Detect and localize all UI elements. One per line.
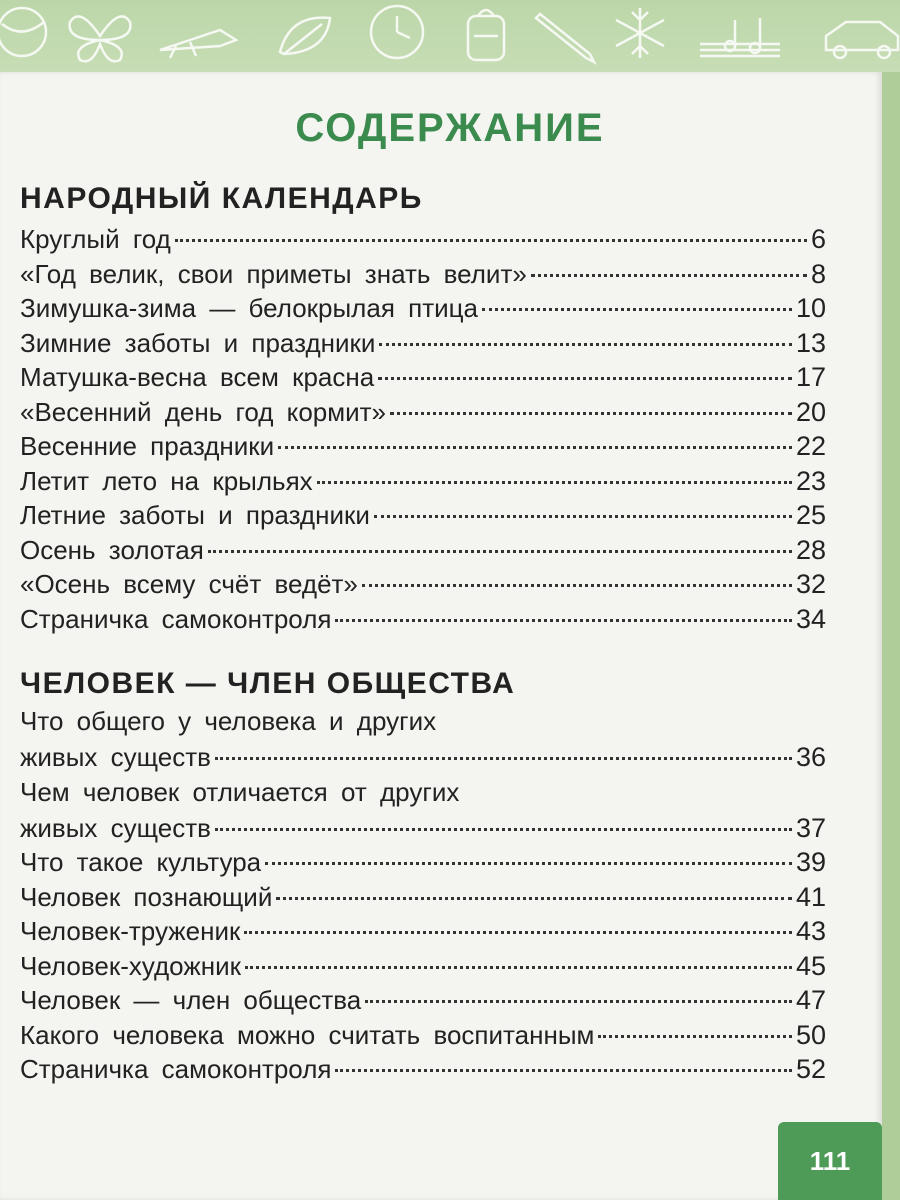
decorative-side-band bbox=[880, 72, 900, 1200]
entry-title: Летние заботы и праздники bbox=[20, 500, 370, 530]
toc-entry[interactable] bbox=[20, 328, 826, 363]
section-heading-human-society: ЧЕЛОВЕК — ЧЛЕН ОБЩЕСТВА bbox=[20, 667, 516, 700]
entry-title: Человек — член общества bbox=[20, 985, 362, 1015]
dot-leader bbox=[215, 828, 792, 831]
dot-leader bbox=[335, 619, 792, 622]
entry-title: Человек-труженик bbox=[20, 916, 241, 946]
ball-icon bbox=[0, 8, 46, 56]
entry-page: 50 bbox=[795, 1019, 826, 1050]
dot-leader bbox=[208, 550, 792, 553]
entry-title: Страничка самоконтроля bbox=[20, 603, 332, 634]
dot-leader bbox=[265, 862, 792, 865]
dot-leader bbox=[365, 1000, 792, 1003]
page-title: СОДЕРЖАНИЕ bbox=[295, 106, 605, 150]
leaf-icon bbox=[280, 18, 330, 54]
entry-title: живых существ bbox=[20, 742, 211, 772]
dot-leader bbox=[390, 412, 792, 415]
toc-entry[interactable] bbox=[20, 985, 826, 1020]
entry-page: 6 bbox=[810, 224, 826, 254]
dot-leader bbox=[245, 966, 792, 969]
entry-title: Страничка самоконтроля bbox=[20, 1054, 332, 1084]
entry-page: 10 bbox=[795, 293, 826, 323]
entry-page: 36 bbox=[795, 742, 826, 772]
entry-title: Осень золотая bbox=[20, 534, 204, 565]
butterfly-icon bbox=[70, 16, 131, 61]
dot-leader bbox=[531, 274, 807, 277]
entry-title: Матушка-весна всем красна bbox=[20, 362, 375, 392]
entry-title: Весенние праздники bbox=[20, 431, 275, 461]
dot-leader bbox=[374, 515, 792, 518]
entry-page: 17 bbox=[795, 362, 826, 392]
entry-page: 23 bbox=[795, 465, 826, 496]
dot-leader bbox=[317, 481, 792, 484]
decorative-header-band bbox=[0, 0, 900, 72]
dot-leader bbox=[175, 239, 807, 242]
toc-entry[interactable] bbox=[20, 604, 826, 639]
entry-page: 41 bbox=[795, 881, 826, 912]
dot-leader bbox=[278, 446, 792, 449]
dot-leader bbox=[335, 1069, 792, 1072]
entry-title: Летит лето на крыльях bbox=[20, 465, 313, 496]
dot-leader bbox=[598, 1035, 792, 1038]
toc-entry[interactable] bbox=[20, 1054, 826, 1089]
entry-title: живых существ bbox=[20, 812, 211, 843]
section-heading-folk-calendar: НАРОДНЫЙ КАЛЕНДАРЬ bbox=[20, 182, 423, 215]
dot-leader bbox=[244, 931, 792, 934]
entry-page: 34 bbox=[795, 603, 826, 634]
toc-entry[interactable] bbox=[20, 1020, 826, 1055]
entry-title-line1: Чем человек отличается от других bbox=[20, 776, 460, 807]
toc-entry[interactable] bbox=[20, 362, 826, 397]
toc-list-folk-calendar bbox=[20, 224, 826, 638]
entry-title: Зимние заботы и праздники bbox=[20, 327, 376, 358]
entry-page: 20 bbox=[795, 396, 826, 427]
dot-leader bbox=[215, 757, 792, 760]
entry-title: Круглый год bbox=[20, 224, 171, 254]
rocket-icon bbox=[160, 30, 236, 58]
toc-entry[interactable] bbox=[20, 916, 826, 951]
toc-entry[interactable] bbox=[20, 882, 826, 917]
dot-leader bbox=[362, 584, 792, 587]
entry-page: 45 bbox=[795, 950, 826, 981]
snowflake-icon bbox=[616, 8, 664, 58]
toc-entry[interactable] bbox=[20, 813, 826, 848]
entry-page: 47 bbox=[795, 985, 826, 1015]
dot-leader bbox=[379, 343, 792, 346]
music-notes-icon bbox=[700, 18, 780, 56]
entry-page: 43 bbox=[795, 916, 826, 946]
dot-leader bbox=[276, 897, 792, 900]
entry-page: 37 bbox=[795, 812, 826, 843]
toc-entry[interactable] bbox=[20, 500, 826, 535]
toc-entry[interactable] bbox=[20, 224, 826, 259]
clock-icon bbox=[371, 6, 423, 58]
toc-entry[interactable] bbox=[20, 397, 826, 432]
toc-entry[interactable] bbox=[20, 535, 826, 570]
toc-entry[interactable] bbox=[20, 431, 826, 466]
pen-icon bbox=[536, 14, 594, 62]
entry-page: 13 bbox=[795, 327, 826, 358]
toc-entry[interactable] bbox=[20, 293, 826, 328]
toc-entry[interactable] bbox=[20, 466, 826, 501]
entry-page: 39 bbox=[795, 847, 826, 877]
entry-title: Зимушка-зима — белокрылая птица bbox=[20, 293, 478, 323]
toc-entry-line1[interactable] bbox=[20, 777, 826, 813]
toc-entry[interactable] bbox=[20, 259, 826, 294]
dot-leader bbox=[378, 377, 792, 380]
toc-list-human-society bbox=[20, 706, 826, 1089]
toc-entry-line1[interactable] bbox=[20, 706, 826, 742]
entry-title: «Год велик, свои приметы знать велит» bbox=[20, 258, 527, 289]
dot-leader bbox=[482, 308, 792, 311]
entry-title: Человек познающий bbox=[20, 881, 273, 912]
entry-title: Какого человека можно считать воспитанным bbox=[20, 1019, 595, 1050]
page-number-badge: 111 bbox=[778, 1122, 882, 1200]
entry-title-line1: Что общего у человека и других bbox=[20, 706, 437, 736]
backpack-icon bbox=[468, 10, 504, 60]
entry-page: 28 bbox=[795, 534, 826, 565]
toc-entry[interactable] bbox=[20, 742, 826, 777]
entry-page: 32 bbox=[795, 569, 826, 599]
header-icons bbox=[0, 0, 900, 72]
car-icon bbox=[826, 22, 898, 58]
entry-page: 8 bbox=[810, 258, 826, 289]
entry-page: 25 bbox=[795, 500, 826, 530]
toc-entry[interactable] bbox=[20, 569, 826, 604]
entry-title: «Осень всему счёт ведёт» bbox=[20, 569, 358, 599]
toc-entry[interactable] bbox=[20, 951, 826, 986]
entry-title: Что такое культура bbox=[20, 847, 262, 877]
entry-page: 52 bbox=[795, 1054, 826, 1084]
entry-title: «Весенний день год кормит» bbox=[20, 396, 387, 427]
entry-page: 22 bbox=[795, 431, 826, 461]
entry-title: Человек-художник bbox=[20, 950, 241, 981]
toc-entry[interactable] bbox=[20, 847, 826, 882]
